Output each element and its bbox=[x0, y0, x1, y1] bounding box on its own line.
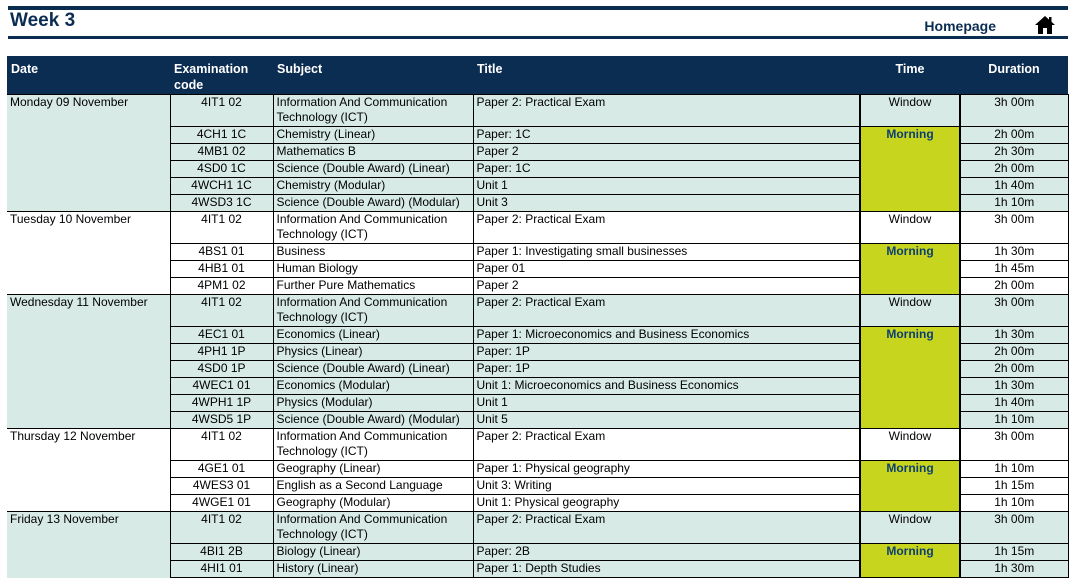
title-cell: Paper 01 bbox=[473, 261, 860, 278]
exam-code-cell: 4IT1 02 bbox=[170, 429, 273, 461]
header-subject: Subject bbox=[273, 56, 473, 95]
exam-code-cell: 4WSD5 1P bbox=[170, 412, 273, 429]
table-row bbox=[7, 429, 1068, 461]
time-morning-cell: Morning bbox=[860, 461, 960, 512]
subject-cell: Geography (Modular) bbox=[273, 495, 473, 512]
title-cell: Paper 1: Physical geography bbox=[473, 461, 860, 478]
subject-cell: Information And Communication Technology (ICT) bbox=[273, 512, 473, 544]
day-date-cell: Wednesday 11 November bbox=[7, 295, 170, 429]
subject-cell: Information And Communication Technology (ICT) bbox=[273, 295, 473, 327]
duration-cell: 2h 00m bbox=[960, 361, 1068, 378]
exam-code-cell: 4IT1 02 bbox=[170, 95, 273, 127]
subject-cell: Human Biology bbox=[273, 261, 473, 278]
time-window-cell: Window bbox=[860, 512, 960, 544]
table-row bbox=[7, 212, 1068, 244]
title-cell: Unit 1: Physical geography bbox=[473, 495, 860, 512]
duration-cell: 1h 40m bbox=[960, 395, 1068, 412]
title-underline bbox=[8, 36, 1068, 39]
title-cell: Paper 2 bbox=[473, 278, 860, 295]
exam-code-cell: 4WSD3 1C bbox=[170, 195, 273, 212]
title-cell: Paper: 1P bbox=[473, 344, 860, 361]
exam-code-cell: 4WGE1 01 bbox=[170, 495, 273, 512]
duration-cell: 1h 10m bbox=[960, 412, 1068, 429]
title-cell: Paper 1: Microeconomics and Business Economics bbox=[473, 327, 860, 344]
title-cell: Unit 1 bbox=[473, 178, 860, 195]
day-date-cell: Tuesday 10 November bbox=[7, 212, 170, 295]
time-window-cell: Window bbox=[860, 212, 960, 244]
subject-cell: Biology (Linear) bbox=[273, 544, 473, 561]
title-cell: Paper 1: Depth Studies bbox=[473, 561, 860, 578]
duration-cell: 2h 30m bbox=[960, 144, 1068, 161]
subject-cell: Science (Double Award) (Linear) bbox=[273, 361, 473, 378]
time-morning-cell: Morning bbox=[860, 544, 960, 578]
exam-code-cell: 4IT1 02 bbox=[170, 212, 273, 244]
duration-cell: 1h 30m bbox=[960, 244, 1068, 261]
exam-code-cell: 4BI1 2B bbox=[170, 544, 273, 561]
day-date-cell: Monday 09 November bbox=[7, 95, 170, 212]
title-cell: Paper 2: Practical Exam bbox=[473, 429, 860, 461]
time-morning-cell: Morning bbox=[860, 244, 960, 295]
top-rule bbox=[8, 6, 1068, 10]
subject-cell: Chemistry (Linear) bbox=[273, 127, 473, 144]
duration-cell: 1h 15m bbox=[960, 478, 1068, 495]
time-window-cell: Window bbox=[860, 95, 960, 127]
subject-cell: Science (Double Award) (Modular) bbox=[273, 412, 473, 429]
table-row bbox=[7, 95, 1068, 127]
title-cell: Paper: 2B bbox=[473, 544, 860, 561]
header-title: Title bbox=[473, 56, 860, 95]
title-cell: Unit 5 bbox=[473, 412, 860, 429]
duration-cell: 2h 00m bbox=[960, 344, 1068, 361]
exam-code-cell: 4MB1 02 bbox=[170, 144, 273, 161]
exam-code-cell: 4IT1 02 bbox=[170, 295, 273, 327]
header-code: Examination code bbox=[170, 56, 273, 95]
duration-cell: 2h 00m bbox=[960, 278, 1068, 295]
title-cell: Paper: 1C bbox=[473, 161, 860, 178]
subject-cell: Business bbox=[273, 244, 473, 261]
exam-code-cell: 4HB1 01 bbox=[170, 261, 273, 278]
exam-code-cell: 4CH1 1C bbox=[170, 127, 273, 144]
exam-code-cell: 4WEC1 01 bbox=[170, 378, 273, 395]
table-header-row bbox=[7, 56, 1068, 95]
title-cell: Paper 2: Practical Exam bbox=[473, 295, 860, 327]
title-cell: Unit 1 bbox=[473, 395, 860, 412]
title-cell: Unit 3 bbox=[473, 195, 860, 212]
exam-code-cell: 4WPH1 1P bbox=[170, 395, 273, 412]
exam-code-cell: 4PM1 02 bbox=[170, 278, 273, 295]
subject-cell: Economics (Modular) bbox=[273, 378, 473, 395]
title-cell: Unit 3: Writing bbox=[473, 478, 860, 495]
duration-cell: 1h 15m bbox=[960, 544, 1068, 561]
header-time: Time bbox=[860, 56, 960, 95]
subject-cell: Further Pure Mathematics bbox=[273, 278, 473, 295]
exam-code-cell: 4PH1 1P bbox=[170, 344, 273, 361]
time-window-cell: Window bbox=[860, 295, 960, 327]
exam-code-cell: 4SD0 1C bbox=[170, 161, 273, 178]
exam-code-cell: 4BS1 01 bbox=[170, 244, 273, 261]
title-cell: Paper 2: Practical Exam bbox=[473, 512, 860, 544]
subject-cell: History (Linear) bbox=[273, 561, 473, 578]
page-title: Week 3 bbox=[10, 10, 76, 31]
duration-cell: 1h 10m bbox=[960, 195, 1068, 212]
subject-cell: Geography (Linear) bbox=[273, 461, 473, 478]
title-cell: Paper 1: Investigating small businesses bbox=[473, 244, 860, 261]
duration-cell: 3h 00m bbox=[960, 295, 1068, 327]
duration-cell: 1h 30m bbox=[960, 378, 1068, 395]
title-cell: Paper 2: Practical Exam bbox=[473, 95, 860, 127]
exam-code-cell: 4EC1 01 bbox=[170, 327, 273, 344]
exam-code-cell: 4IT1 02 bbox=[170, 512, 273, 544]
duration-cell: 2h 00m bbox=[960, 127, 1068, 144]
header-date: Date bbox=[7, 56, 170, 95]
home-icon[interactable] bbox=[1034, 15, 1056, 35]
day-date-cell: Friday 13 November bbox=[7, 512, 170, 578]
duration-cell: 3h 00m bbox=[960, 95, 1068, 127]
day-date-cell: Thursday 12 November bbox=[7, 429, 170, 512]
subject-cell: Physics (Linear) bbox=[273, 344, 473, 361]
title-cell: Paper: 1P bbox=[473, 361, 860, 378]
exam-code-cell: 4SD0 1P bbox=[170, 361, 273, 378]
subject-cell: Science (Double Award) (Modular) bbox=[273, 195, 473, 212]
subject-cell: Chemistry (Modular) bbox=[273, 178, 473, 195]
duration-cell: 1h 10m bbox=[960, 461, 1068, 478]
exam-code-cell: 4WES3 01 bbox=[170, 478, 273, 495]
time-morning-cell: Morning bbox=[860, 127, 960, 212]
subject-cell: Information And Communication Technology (ICT) bbox=[273, 212, 473, 244]
exam-code-cell: 4HI1 01 bbox=[170, 561, 273, 578]
time-morning-cell: Morning bbox=[860, 327, 960, 429]
header-duration: Duration bbox=[960, 56, 1068, 95]
duration-cell: 1h 30m bbox=[960, 561, 1068, 578]
subject-cell: Economics (Linear) bbox=[273, 327, 473, 344]
subject-cell: Science (Double Award) (Linear) bbox=[273, 161, 473, 178]
duration-cell: 2h 00m bbox=[960, 161, 1068, 178]
time-window-cell: Window bbox=[860, 429, 960, 461]
duration-cell: 1h 45m bbox=[960, 261, 1068, 278]
duration-cell: 1h 40m bbox=[960, 178, 1068, 195]
subject-cell: English as a Second Language bbox=[273, 478, 473, 495]
subject-cell: Information And Communication Technology (ICT) bbox=[273, 95, 473, 127]
duration-cell: 1h 10m bbox=[960, 495, 1068, 512]
title-cell: Paper: 1C bbox=[473, 127, 860, 144]
title-cell: Unit 1: Microeconomics and Business Economics bbox=[473, 378, 860, 395]
duration-cell: 3h 00m bbox=[960, 429, 1068, 461]
duration-cell: 1h 30m bbox=[960, 327, 1068, 344]
subject-cell: Mathematics B bbox=[273, 144, 473, 161]
duration-cell: 3h 00m bbox=[960, 512, 1068, 544]
table-row bbox=[7, 512, 1068, 544]
title-cell: Paper 2: Practical Exam bbox=[473, 212, 860, 244]
table-row bbox=[7, 295, 1068, 327]
title-cell: Paper 2 bbox=[473, 144, 860, 161]
homepage-link[interactable]: Homepage bbox=[924, 18, 996, 34]
subject-cell: Information And Communication Technology (ICT) bbox=[273, 429, 473, 461]
exam-code-cell: 4GE1 01 bbox=[170, 461, 273, 478]
subject-cell: Physics (Modular) bbox=[273, 395, 473, 412]
duration-cell: 3h 00m bbox=[960, 212, 1068, 244]
exam-timetable bbox=[7, 56, 1068, 578]
exam-code-cell: 4WCH1 1C bbox=[170, 178, 273, 195]
